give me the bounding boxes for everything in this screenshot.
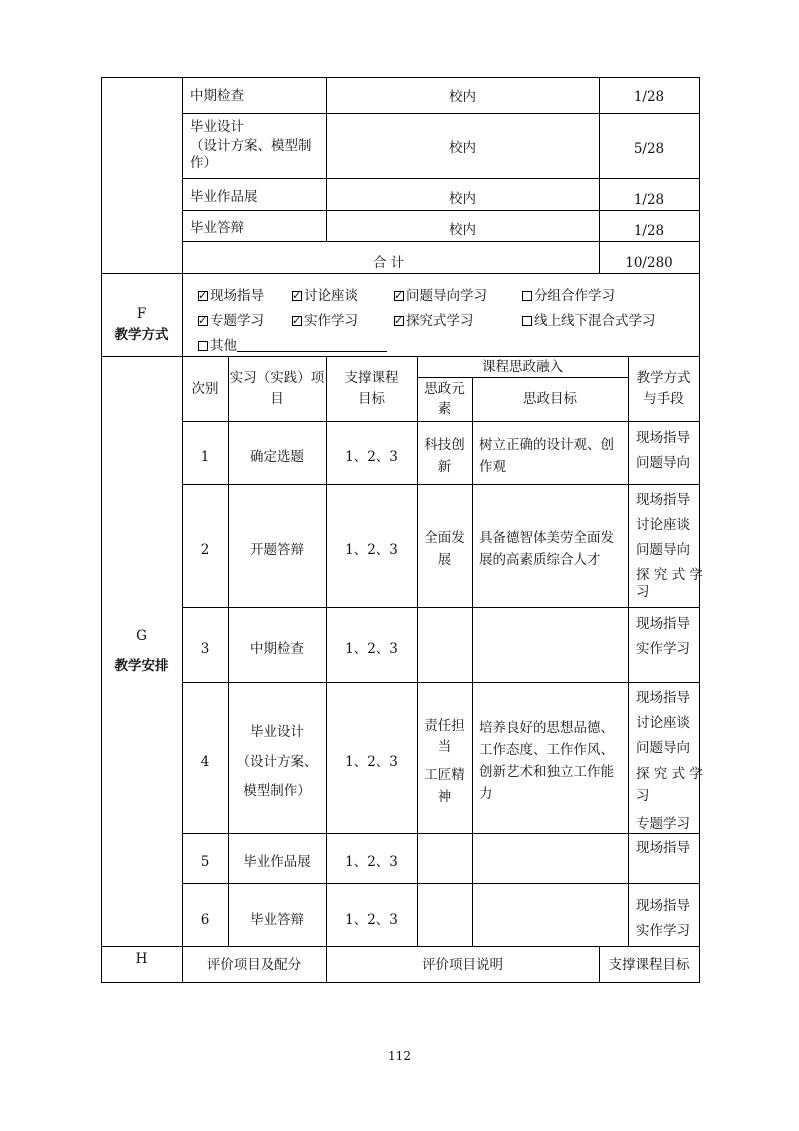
row-location: 校内 [449, 222, 476, 238]
row-method: 问题导向 [636, 455, 690, 471]
row-project: 确定选题 [250, 449, 304, 465]
option-problem[interactable]: ✓ 问题导向学习 [394, 287, 487, 305]
total-label: 合 计 [373, 255, 405, 271]
header-eval-item: 评价项目及配分 [206, 957, 302, 973]
checkbox-empty-icon [198, 341, 208, 351]
option-discussion[interactable]: ✓ 讨论座谈 [292, 287, 358, 305]
row-ratio: 5/28 [633, 141, 665, 157]
option-practice[interactable]: ✓ 实作学习 [292, 312, 358, 330]
header-element-line2: 素 [437, 401, 452, 417]
header-index: 次别 [191, 381, 219, 397]
row-method: 探 究 式 学 [636, 766, 703, 782]
header-goal: 思政目标 [523, 391, 577, 407]
row-ratio: 1/28 [633, 223, 665, 239]
total-value: 10/280 [625, 255, 673, 271]
checkbox-empty-icon [522, 291, 532, 301]
header-eval-desc: 评价项目说明 [422, 957, 503, 973]
row-method: 讨论座谈 [636, 517, 690, 533]
row-index: 1 [200, 449, 210, 465]
row-support: 1、2、3 [345, 854, 398, 870]
checkbox-checked-icon [198, 316, 208, 326]
row-goal: 工作态度、工作作风、 [479, 742, 614, 758]
section-title: 教学安排 [114, 658, 169, 674]
option-other[interactable]: 其他 [198, 337, 387, 355]
checkbox-checked-icon [292, 291, 302, 301]
option-group[interactable]: 分组合作学习 [522, 287, 615, 305]
row-index: 4 [200, 754, 210, 770]
row-project: 毕业设计 [250, 724, 304, 740]
row-method: 现场指导 [636, 690, 690, 706]
checkbox-checked-icon [394, 316, 404, 326]
row-ratio: 1/28 [633, 192, 665, 208]
row-project: 开题答辩 [250, 542, 304, 558]
row-method: 问题导向 [636, 542, 690, 558]
row-goal: 培养良好的思想品德、 [479, 720, 614, 736]
row-location: 校内 [449, 89, 476, 105]
row-location: 校内 [449, 140, 476, 156]
row-method: 问题导向 [636, 740, 690, 756]
row-element: 科技创 [424, 437, 465, 453]
option-onsite[interactable]: ✓现场指导 [198, 287, 264, 305]
row-item: 毕业设计 [190, 119, 244, 135]
section-letter: H [135, 951, 148, 967]
row-element: 新 [437, 459, 452, 475]
row-support: 1、2、3 [345, 641, 398, 657]
row-project-line2: （设计方案、 [236, 754, 318, 770]
row-item: 毕业答辩 [190, 220, 244, 236]
row-goal: 作观 [479, 459, 506, 475]
row-goal: 展的高素质综合人才 [479, 552, 601, 568]
row-index: 6 [200, 912, 210, 928]
row-method: 习 [636, 584, 650, 600]
row-index: 3 [200, 641, 210, 657]
section-letter: G [136, 628, 147, 644]
row-project: 毕业作品展 [243, 854, 311, 870]
row-support: 1、2、3 [345, 754, 398, 770]
header-project: 实习（实践）项 [229, 370, 325, 386]
row-element: 展 [437, 552, 452, 568]
row-item-line2: （设计方案、模型制 [190, 138, 312, 154]
checkbox-checked-icon [292, 316, 302, 326]
row-index: 2 [200, 542, 210, 558]
row-support: 1、2、3 [345, 542, 398, 558]
row-method: 实作学习 [636, 923, 690, 939]
header-support: 支撑课程 [344, 370, 399, 386]
row-goal: 具备德智体美劳全面发 [479, 530, 614, 546]
row-index: 5 [200, 854, 210, 870]
row-method: 现场指导 [636, 898, 690, 914]
row-item-line3: 作） [190, 155, 217, 171]
row-project: 中期检查 [250, 641, 304, 657]
row-method: 探 究 式 学 [636, 567, 703, 583]
row-project-line3: 模型制作） [243, 783, 311, 799]
row-goal: 创新艺术和独立工作能 [479, 764, 614, 780]
row-method: 现场指导 [636, 492, 690, 508]
row-item: 毕业作品展 [190, 189, 258, 205]
option-topic[interactable]: ✓专题学习 [198, 312, 264, 330]
other-blank-line [237, 338, 387, 352]
row-location: 校内 [449, 191, 476, 207]
row-ratio: 1/28 [633, 89, 665, 105]
header-method-line2: 与手段 [643, 391, 684, 407]
row-element: 全面发 [424, 530, 465, 546]
header-method: 教学方式 [636, 370, 691, 386]
header-support-line2: 目标 [358, 391, 385, 407]
row-element: 神 [437, 789, 452, 805]
row-method: 讨论座谈 [636, 715, 690, 731]
row-method: 现场指导 [636, 430, 690, 446]
section-title: 教学方式 [114, 327, 169, 343]
header-element: 思政元 [424, 381, 465, 397]
row-project: 毕业答辩 [250, 912, 304, 928]
row-goal: 力 [479, 786, 493, 802]
row-method: 现场指导 [636, 616, 690, 632]
row-support: 1、2、3 [345, 449, 398, 465]
row-element: 工匠精 [424, 767, 465, 783]
row-method: 现场指导 [636, 840, 690, 856]
checkbox-empty-icon [522, 316, 532, 326]
row-method: 实作学习 [636, 641, 690, 657]
row-method: 专题学习 [636, 816, 690, 832]
section-letter: F [136, 306, 147, 322]
row-element: 责任担 [424, 718, 465, 734]
header-ideology: 课程思政融入 [482, 359, 563, 375]
option-blended[interactable]: 线上线下混合式学习 [522, 312, 656, 330]
row-method: 习 [636, 788, 650, 804]
page-number: 112 [388, 1049, 411, 1063]
row-item: 中期检查 [190, 88, 244, 104]
checkbox-checked-icon [394, 291, 404, 301]
option-inquiry[interactable]: ✓ 探究式学习 [394, 312, 474, 330]
header-eval-target: 支撑课程目标 [608, 957, 690, 973]
row-goal: 树立正确的设计观、创 [479, 437, 614, 453]
row-element: 当 [437, 739, 452, 755]
header-project-line2: 目 [270, 391, 284, 407]
row-support: 1、2、3 [345, 912, 398, 928]
checkbox-checked-icon [198, 291, 208, 301]
